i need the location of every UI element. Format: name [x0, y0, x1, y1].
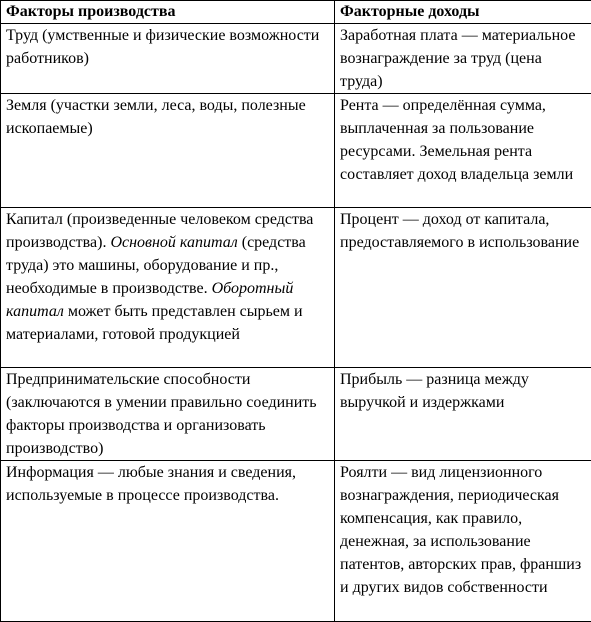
table-row [1, 208, 591, 368]
income-cell-interest: Процент — доход от капитала, предоставляемого в использование [335, 208, 591, 368]
capital-text-1: Капитал (произведенные человеком средства производства). [6, 211, 313, 251]
table-row [1, 24, 591, 94]
capital-text-2: (средства труда) это машины, оборудование и пр., необходимые в производстве. [6, 234, 306, 297]
table-row [1, 94, 591, 208]
factor-cell-information: Информация — любые знания и сведения, используемые в процессе производства. [1, 461, 335, 622]
factor-cell-labor: Труд (умственные и физические возможности работников) [1, 24, 335, 94]
factor-cell-capital [1, 208, 335, 368]
income-cell-profit: Прибыль — разница между выручкой и издержками [335, 368, 591, 461]
working-capital-term: Оборотный капитал [6, 280, 293, 320]
income-cell-rent: Рента — определённая сумма, выплаченная за пользование ресурсами. Земельная рента составляет доход владельца земли [335, 94, 591, 208]
table-header-row [1, 1, 591, 24]
table-row [1, 461, 591, 622]
income-cell-wages: Заработная плата — материальное вознаграждение за труд (цена труда) [335, 24, 591, 94]
column-header-factors: Факторы производства [1, 1, 335, 24]
factor-cell-entrepreneurship: Предпринимательские способности (заключаются в умении правильно соединить факторы производства и организовать производство) [1, 368, 335, 461]
income-cell-royalty: Роялти — вид лицензионного вознаграждения, периодическая компенсация, как правило, денежная, за использование патентов, авторских прав, франшиз и других видов собственности [335, 461, 591, 622]
column-header-incomes: Факторные доходы [335, 1, 591, 24]
fixed-capital-term: Основной капитал [110, 234, 237, 251]
factor-cell-land: Земля (участки земли, леса, воды, полезные ископаемые) [1, 94, 335, 208]
table-row [1, 368, 591, 461]
capital-text-3: может быть представлен сырьем и материалами, готовой продукцией [6, 303, 303, 343]
